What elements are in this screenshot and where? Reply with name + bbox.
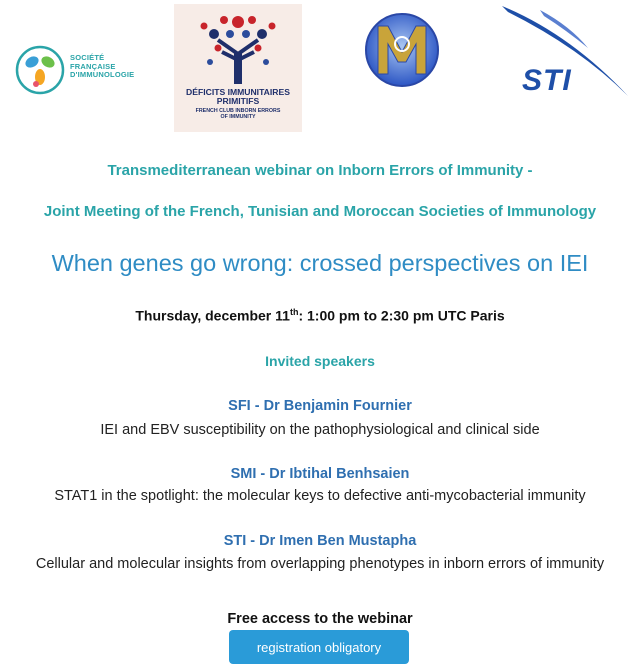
talk-title: Cellular and molecular insights from overlapping phenotypes in inborn errors of immunity bbox=[35, 556, 605, 572]
speaker-name: STI - Dr Imen Ben Mustapha bbox=[223, 533, 417, 549]
sfi-logo-text: SOCIÉTÉ FRANÇAISE D'IMMUNOLOGIE bbox=[70, 53, 135, 79]
event-date bbox=[0, 307, 640, 324]
smi-logo bbox=[364, 12, 440, 88]
logo-bar bbox=[0, 0, 640, 140]
speaker-name: SMI - Dr Ibtihal Benhsaien bbox=[230, 466, 410, 482]
dip-logo bbox=[174, 4, 302, 132]
event-title-line1: Transmediterranean webinar on Inborn Errors of Immunity - bbox=[107, 162, 533, 179]
dip-logo-subtitle: FRENCH CLUB INBORN ERRORS OF IMMUNITY bbox=[195, 108, 281, 120]
free-access-label: Free access to the webinar bbox=[227, 611, 413, 627]
event-date-sup: th bbox=[289, 307, 299, 317]
talk-title: STAT1 in the spotlight: the molecular keys to defective anti-mycobacterial immunity bbox=[54, 488, 586, 504]
event-title-line2: Joint Meeting of the French, Tunisian and Moroccan Societies of Immunology bbox=[43, 203, 597, 220]
headline: When genes go wrong: crossed perspectives on IEI bbox=[51, 250, 589, 276]
event-date-suffix: : 1:00 pm to 2:30 pm UTC Paris bbox=[298, 307, 505, 324]
registration-button[interactable]: registration obligatory bbox=[229, 630, 409, 664]
dip-logo-title: DÉFICITS IMMUNITAIRES PRIMITIFS bbox=[186, 87, 290, 106]
talk-title: IEI and EBV susceptibility on the pathophysiological and clinical side bbox=[100, 422, 540, 438]
invited-speakers-heading: Invited speakers bbox=[265, 353, 375, 369]
event-date-prefix: Thursday, december 11 bbox=[135, 307, 290, 324]
speaker-name: SFI - Dr Benjamin Fournier bbox=[228, 398, 412, 414]
sti-logo bbox=[500, 4, 632, 100]
tree-icon bbox=[174, 4, 302, 88]
smi-emblem-icon bbox=[364, 12, 440, 88]
sfi-emblem-icon bbox=[14, 44, 66, 96]
sfi-logo bbox=[14, 44, 144, 96]
sti-logo-text: STI bbox=[522, 64, 572, 97]
